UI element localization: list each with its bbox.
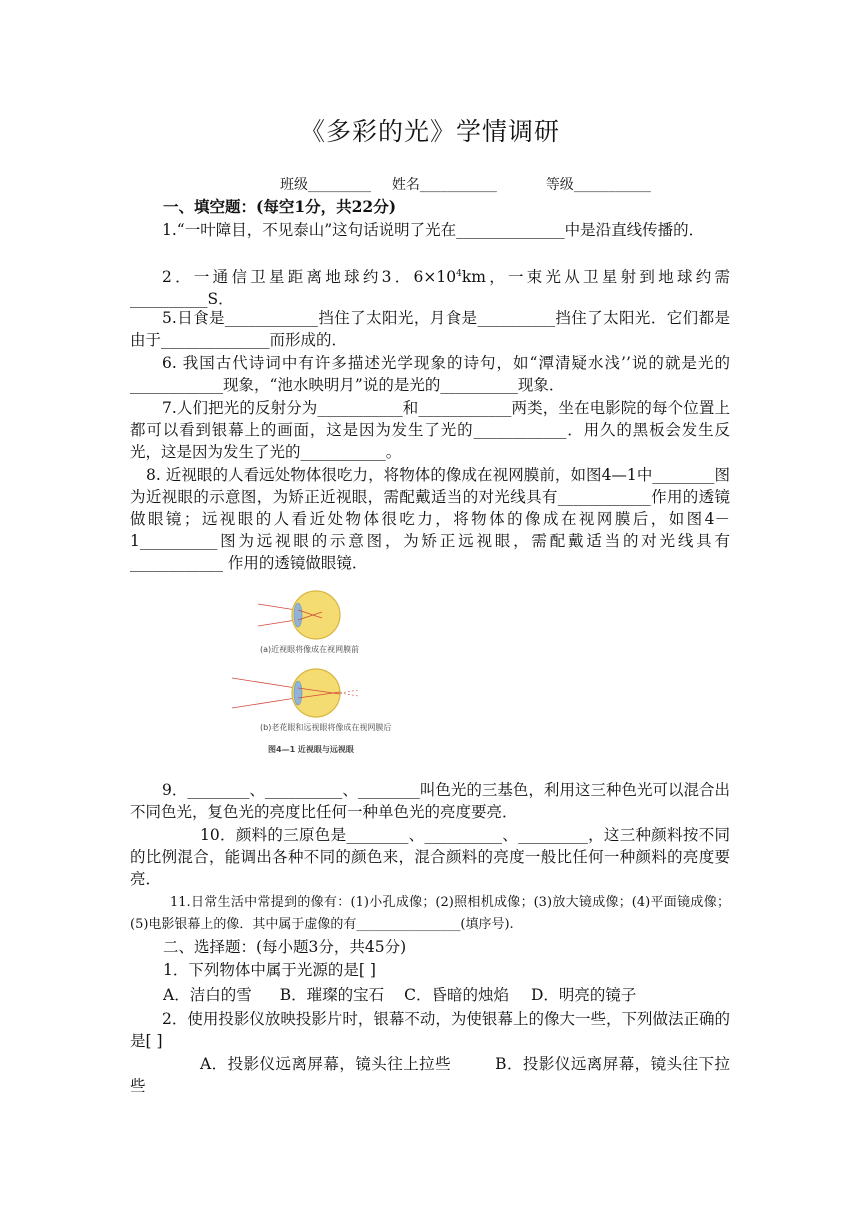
section1-heading: 一、填空题：(每空1分，共22分) (163, 197, 397, 216)
question-2 (130, 263, 730, 310)
option-1b: B．璀璨的宝石 (279, 986, 385, 1004)
question-9: 9．________、__________、________叫色光的三基色，利用这三种色光可以混合出不同色光，复色光的亮度比任何一种单色光的亮度要亮． (130, 781, 730, 821)
question-5: 5.日食是____________挡住了太阳光，月食是__________挡住了太阳光．它们都是由于______________而形成的． (130, 309, 730, 349)
nearsighted-eye-icon (258, 591, 340, 639)
choice-question-1-options (163, 984, 743, 1006)
question-2-text-a: 2．一通信卫星距离地球约3．6×10 (162, 268, 457, 287)
choice-question-2: 2．使用投影仪放映投影片时，银幕不动，为使银幕上的像大一些，下列做法正确的是[ ] (130, 1010, 730, 1050)
option-1a: A．洁白的雪 (163, 986, 252, 1004)
option-1c: C．昏暗的烛焰 (404, 986, 509, 1004)
figure-title: 图4—1 近视眼与远视眼 (268, 745, 354, 754)
grade-label: 等级 (545, 177, 574, 193)
page-title: 《多彩的光》学情调研 (299, 117, 560, 146)
name-blank: ___________ (419, 177, 497, 193)
question-7: 7.人们把光的反射分为___________和____________两类，坐在电影院的每个位置上都可以看到银幕上的画面，这是因为发生了光的____________．用久的黑板会发生反光，这是因为发生了光的___________。 (130, 399, 730, 461)
class-blank: _________ (308, 177, 371, 193)
figure-a-caption: (a)近视眼将像成在视网膜前 (260, 645, 360, 654)
section2-heading: 二、选择题：(每小题3分，共45分) (163, 938, 407, 956)
farsighted-eye-icon (232, 669, 358, 717)
question-2-exponent: 4 (456, 269, 462, 279)
question-6: 6. 我国古代诗词中有许多描述光学现象的诗句，如“潭清疑水浅’’说的就是光的____________现象，“池水映明月”说的是光的__________现象． (130, 354, 730, 394)
question-8: 8. 近视眼的人看远处物体很吃力，将物体的像成在视网膜前，如图4—1中________图为近视眼的示意图，为矫正近视眼，需配戴适当的对光线具有____________作用的透镜做眼镜；远视眼的人看近处物体很吃力，将物体的像成在视网膜后，如图4－1__________图为远视眼的示意图，为矫正远视眼，需配戴适当的对光线具有____________ 作用的透镜做眼镜． (130, 466, 730, 572)
question-1: 1.“一叶障目，不见泰山”这句话说明了光在______________中是沿直线传播的． (162, 221, 705, 239)
eye-diagram-figure (228, 590, 408, 760)
option-1d: D．明亮的镜子 (530, 986, 637, 1004)
class-label: 班级 (280, 177, 308, 193)
figure-b-caption: (b)老花眼和远视眼将像成在视网膜后 (260, 723, 392, 732)
question-11: 11.日常生活中常提到的像有：(1)小孔成像；(2)照相机成像；(3)放大镜成像；(4)平面镜成像；(5)电影银幕上的像．其中属于虚像的有________________(填序号). (130, 895, 730, 932)
option-2b: B．投影仪远离屏幕，镜头往下拉些 (130, 1055, 730, 1095)
student-info-line (280, 174, 651, 194)
question-2-text-b: km，一束光从卫星射到地球约需__________S． (130, 268, 731, 309)
name-label: 姓名 (391, 177, 420, 193)
option-2a: A．投影仪远离屏幕，镜头往上拉些 (200, 1055, 452, 1073)
choice-question-2-options (130, 1053, 730, 1097)
grade-blank: ___________ (573, 177, 651, 193)
choice-question-1: 1．下列物体中属于光源的是[ ] (163, 961, 376, 979)
question-10: 10．颜料的三原色是________、__________、_________，这三种颜料按不同的比例混合，能调出各种不同的颜色来，混合颜料的亮度一般比任何一种颜料的亮度要亮． (130, 826, 730, 888)
